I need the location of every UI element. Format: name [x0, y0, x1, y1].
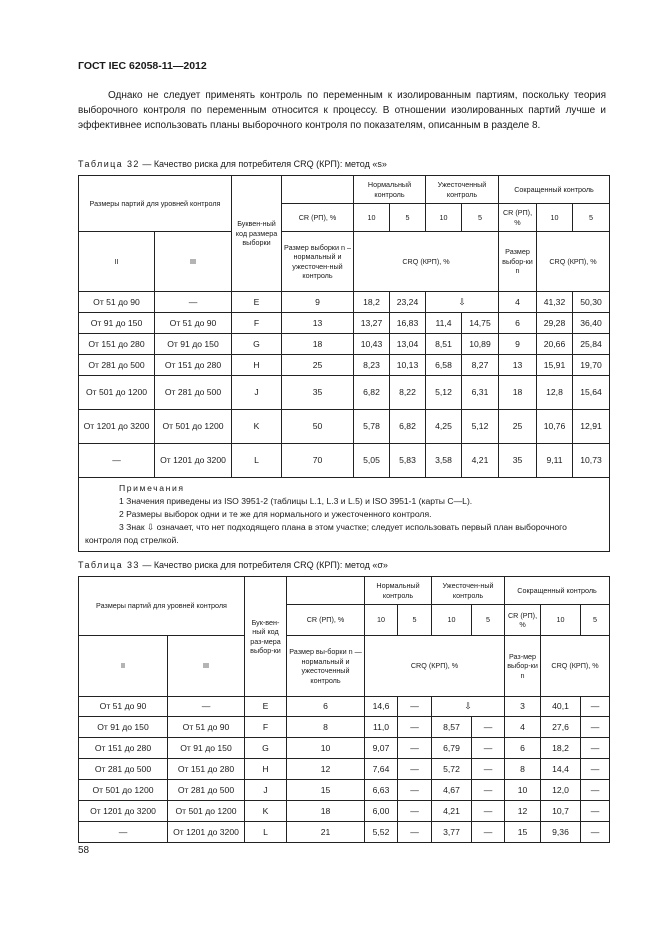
tightened-5-value: 6,31 — [462, 376, 499, 410]
table-33-header-row-1 — [79, 577, 610, 605]
reduced-5-value: — — [581, 697, 610, 717]
normal-10-value: 5,78 — [354, 410, 390, 444]
normal-5-value: 5,83 — [390, 444, 426, 478]
lot-level-2: — — [79, 444, 155, 478]
table-33 — [78, 576, 610, 843]
lot-level-3: От 281 до 500 — [155, 376, 232, 410]
table-33-lot-sizes-header: Размеры партий для уровней контроля — [79, 577, 245, 636]
table-32-blank-header — [282, 176, 354, 204]
tightened-5-value: — — [472, 738, 505, 759]
tightened-5-value: 10,89 — [462, 334, 499, 355]
normal-5-value: — — [398, 822, 432, 843]
table-32-reduced-header: Сокращенный контроль — [499, 176, 610, 204]
table-32-notes-row — [79, 478, 610, 552]
code-letter: E — [232, 292, 282, 313]
normal-10-value: 14,6 — [365, 697, 398, 717]
lot-level-2: От 281 до 500 — [79, 355, 155, 376]
tightened-10-value: 8,57 — [432, 717, 472, 738]
code-letter: G — [232, 334, 282, 355]
normal-5-value: 10,13 — [390, 355, 426, 376]
normal-5-value: — — [398, 738, 432, 759]
table-33-sample-size-header: Размер вы-борки n — нормальный и ужесточенный контроль — [287, 636, 365, 697]
sample-size: 13 — [282, 313, 354, 334]
table-33-level-3-header: III — [168, 636, 245, 697]
normal-10-value: 5,05 — [354, 444, 390, 478]
lot-level-3: От 51 до 90 — [155, 313, 232, 334]
tightened-10-value: 5,12 — [426, 376, 462, 410]
table-33-normal-10: 10 — [365, 605, 398, 636]
reduced-sample-size: 4 — [499, 292, 537, 313]
table-32-caption-text: — Качество риска для потребителя CRQ (КРП): метод «s» — [139, 159, 387, 169]
table-33-caption-text: — Качество риска для потребителя CRQ (КРП): метод «σ» — [139, 560, 388, 570]
reduced-sample-size: 13 — [499, 355, 537, 376]
sample-size: 21 — [287, 822, 365, 843]
lot-level-3: От 501 до 1200 — [155, 410, 232, 444]
normal-10-value: 6,82 — [354, 376, 390, 410]
reduced-sample-size: 8 — [505, 759, 541, 780]
sample-size: 35 — [282, 376, 354, 410]
table-32-crq-reduced-header: CRQ (КРП), % — [537, 232, 610, 292]
tightened-10-value: 5,72 — [432, 759, 472, 780]
lot-level-3: От 1201 до 3200 — [155, 444, 232, 478]
code-letter: H — [232, 355, 282, 376]
table-32-sample-size-header: Размер выборки n – нормальный и ужесточен-ный контроль — [282, 232, 354, 292]
lot-level-3: От 281 до 500 — [168, 780, 245, 801]
lot-level-2: От 91 до 150 — [79, 717, 168, 738]
page-number: 58 — [78, 845, 90, 856]
reduced-5-value: — — [581, 759, 610, 780]
reduced-5-value: — — [581, 717, 610, 738]
sample-size: 8 — [287, 717, 365, 738]
normal-10-value: 13,27 — [354, 313, 390, 334]
code-letter: L — [232, 444, 282, 478]
normal-10-value: 6,00 — [365, 801, 398, 822]
sample-size: 18 — [282, 334, 354, 355]
reduced-sample-size: 35 — [499, 444, 537, 478]
table-32-header-row-3 — [79, 232, 610, 292]
lot-level-3: От 91 до 150 — [168, 738, 245, 759]
table-33-normal-header: Нормальный контроль — [365, 577, 432, 605]
table-33-blank-header — [287, 577, 365, 605]
normal-10-value: 8,23 — [354, 355, 390, 376]
sample-size: 15 — [287, 780, 365, 801]
code-letter: L — [245, 822, 287, 843]
table-32-reduced-cr: CR (РП), % — [499, 204, 537, 232]
reduced-5-value: — — [581, 780, 610, 801]
sample-size: 12 — [287, 759, 365, 780]
table-32-normal-10: 10 — [354, 204, 390, 232]
code-letter: F — [232, 313, 282, 334]
note-2: 2 Размеры выборок одни и те же для нормального и ужесточенного контроля. — [119, 509, 432, 519]
normal-5-value: — — [398, 759, 432, 780]
table-row — [79, 801, 610, 822]
reduced-sample-size: 4 — [505, 717, 541, 738]
reduced-sample-size: 15 — [505, 822, 541, 843]
tightened-5-value: — — [472, 822, 505, 843]
intro-text: Однако не следует применять контроль по переменным к изолированным партиям, поскольку теория выборочного контроля по переменным относится к процессу. В отношении изолированных партий лучше и эффективнее использовать планы выборочного контроля по показателям, описанным в разделе 8. — [78, 90, 606, 131]
down-arrow-icon: ⇩ — [432, 697, 505, 717]
reduced-5-value: — — [581, 822, 610, 843]
tightened-10-value: 3,77 — [432, 822, 472, 843]
lot-level-3: От 151 до 280 — [155, 355, 232, 376]
table-33-tightened-5: 5 — [472, 605, 505, 636]
table-32-notes — [79, 478, 610, 552]
reduced-5-value: 10,73 — [573, 444, 610, 478]
sample-size: 18 — [287, 801, 365, 822]
code-letter: J — [245, 780, 287, 801]
table-33-level-2-header: II — [79, 636, 168, 697]
code-letter: K — [232, 410, 282, 444]
table-row — [79, 355, 610, 376]
table-32-reduced-5: 5 — [573, 204, 610, 232]
lot-level-3: От 51 до 90 — [168, 717, 245, 738]
reduced-sample-size: 9 — [499, 334, 537, 355]
table-33-crq-header: CRQ (КРП), % — [365, 636, 505, 697]
tightened-10-value: 3,58 — [426, 444, 462, 478]
notes-title: Примечания — [119, 483, 185, 493]
table-32-tightened-5: 5 — [462, 204, 499, 232]
table-33-reduced-5: 5 — [581, 605, 610, 636]
reduced-10-value: 10,7 — [541, 801, 581, 822]
lot-level-2: От 1201 до 3200 — [79, 410, 155, 444]
table-33-header-row-3 — [79, 636, 610, 697]
table-33-tightened-header: Ужесточен-ный контроль — [432, 577, 505, 605]
table-32-level-2-header: II — [79, 232, 155, 292]
reduced-sample-size: 18 — [499, 376, 537, 410]
reduced-sample-size: 3 — [505, 697, 541, 717]
table-33-reduced-cr: CR (РП), % — [505, 605, 541, 636]
lot-level-2: От 1201 до 3200 — [79, 801, 168, 822]
reduced-10-value: 41,32 — [537, 292, 573, 313]
table-33-caption-prefix: Таблица 33 — [78, 560, 140, 570]
table-row — [79, 822, 610, 843]
tightened-10-value: 11,4 — [426, 313, 462, 334]
reduced-10-value: 29,28 — [537, 313, 573, 334]
sample-size: 10 — [287, 738, 365, 759]
reduced-sample-size: 6 — [505, 738, 541, 759]
table-33-normal-5: 5 — [398, 605, 432, 636]
tightened-10-value: 4,21 — [432, 801, 472, 822]
reduced-10-value: 12,0 — [541, 780, 581, 801]
code-letter: K — [245, 801, 287, 822]
table-row — [79, 410, 610, 444]
table-32-cr-header: CR (РП), % — [282, 204, 354, 232]
table-row — [79, 376, 610, 410]
tightened-5-value: — — [472, 717, 505, 738]
reduced-5-value: — — [581, 801, 610, 822]
normal-5-value: — — [398, 717, 432, 738]
table-32-lot-sizes-header: Размеры партий для уровней контроля — [79, 176, 232, 232]
normal-5-value: — — [398, 780, 432, 801]
lot-level-3: От 91 до 150 — [155, 334, 232, 355]
lot-level-2: От 501 до 1200 — [79, 376, 155, 410]
normal-10-value: 5,52 — [365, 822, 398, 843]
code-letter: E — [245, 697, 287, 717]
normal-10-value: 6,63 — [365, 780, 398, 801]
reduced-sample-size: 12 — [505, 801, 541, 822]
normal-5-value: 13,04 — [390, 334, 426, 355]
reduced-10-value: 40,1 — [541, 697, 581, 717]
lot-level-3: От 1201 до 3200 — [168, 822, 245, 843]
tightened-10-value: 6,58 — [426, 355, 462, 376]
sample-size: 70 — [282, 444, 354, 478]
tightened-10-value: 4,67 — [432, 780, 472, 801]
reduced-sample-size: 10 — [505, 780, 541, 801]
normal-10-value: 9,07 — [365, 738, 398, 759]
tightened-5-value: — — [472, 801, 505, 822]
table-33-letter-code-header: Бук-вен-ный код раз-мера выбор-ки — [245, 577, 287, 697]
reduced-10-value: 12,8 — [537, 376, 573, 410]
lot-level-2: От 281 до 500 — [79, 759, 168, 780]
reduced-10-value: 9,36 — [541, 822, 581, 843]
sample-size: 6 — [287, 697, 365, 717]
table-33-reduced-header: Сокращенный контроль — [505, 577, 610, 605]
table-row — [79, 780, 610, 801]
table-33-sample-reduced-header: Раз-мер выбор-ки n — [505, 636, 541, 697]
table-row — [79, 717, 610, 738]
note-1: 1 Значения приведены из ISO 3951-2 (таблицы L.1, L.3 и L.5) и ISO 3951-1 (карты C—L). — [119, 496, 473, 506]
table-32-tightened-header: Ужесточенный контроль — [426, 176, 499, 204]
lot-level-3: От 151 до 280 — [168, 759, 245, 780]
table-32-crq-header: CRQ (КРП), % — [354, 232, 499, 292]
table-row — [79, 292, 610, 313]
table-row — [79, 444, 610, 478]
tightened-5-value: — — [472, 780, 505, 801]
table-33-tightened-10: 10 — [432, 605, 472, 636]
tightened-5-value: 5,12 — [462, 410, 499, 444]
code-letter: G — [245, 738, 287, 759]
lot-level-2: От 91 до 150 — [79, 313, 155, 334]
table-33-cr-header: CR (РП), % — [287, 605, 365, 636]
normal-5-value: 6,82 — [390, 410, 426, 444]
reduced-10-value: 9,11 — [537, 444, 573, 478]
tightened-5-value: 4,21 — [462, 444, 499, 478]
tightened-5-value: 14,75 — [462, 313, 499, 334]
document-header: ГОСТ IEC 62058-11—2012 — [78, 60, 207, 72]
normal-5-value: 8,22 — [390, 376, 426, 410]
sample-size: 25 — [282, 355, 354, 376]
tightened-10-value: 8,51 — [426, 334, 462, 355]
table-32-letter-code-header: Буквен-ный код размера выборки — [232, 176, 282, 292]
reduced-sample-size: 6 — [499, 313, 537, 334]
normal-5-value: — — [398, 697, 432, 717]
sample-size: 9 — [282, 292, 354, 313]
table-32-level-3-header: III — [155, 232, 232, 292]
sample-size: 50 — [282, 410, 354, 444]
down-arrow-icon: ⇩ — [426, 292, 499, 313]
table-row — [79, 738, 610, 759]
lot-level-2: От 51 до 90 — [79, 292, 155, 313]
reduced-10-value: 20,66 — [537, 334, 573, 355]
normal-5-value: — — [398, 801, 432, 822]
normal-5-value: 16,83 — [390, 313, 426, 334]
tightened-10-value: 6,79 — [432, 738, 472, 759]
reduced-sample-size: 25 — [499, 410, 537, 444]
reduced-10-value: 15,91 — [537, 355, 573, 376]
reduced-5-value: 25,84 — [573, 334, 610, 355]
tightened-5-value: — — [472, 759, 505, 780]
tightened-10-value: 4,25 — [426, 410, 462, 444]
normal-10-value: 18,2 — [354, 292, 390, 313]
reduced-10-value: 27,6 — [541, 717, 581, 738]
normal-10-value: 7,64 — [365, 759, 398, 780]
lot-level-2: От 51 до 90 — [79, 697, 168, 717]
lot-level-2: От 151 до 280 — [79, 738, 168, 759]
table-row — [79, 313, 610, 334]
normal-5-value: 23,24 — [390, 292, 426, 313]
code-letter: F — [245, 717, 287, 738]
table-32-tightened-10: 10 — [426, 204, 462, 232]
table-32-sample-reduced-header: Размер выбор-ки n — [499, 232, 537, 292]
lot-level-2: — — [79, 822, 168, 843]
table-32 — [78, 175, 610, 552]
reduced-5-value: 12,91 — [573, 410, 610, 444]
table-32-caption — [78, 159, 387, 169]
table-32-reduced-10: 10 — [537, 204, 573, 232]
normal-10-value: 11,0 — [365, 717, 398, 738]
table-33-crq-reduced-header: CRQ (КРП), % — [541, 636, 610, 697]
table-32-header-row-1 — [79, 176, 610, 204]
reduced-10-value: 14,4 — [541, 759, 581, 780]
lot-level-3: От 501 до 1200 — [168, 801, 245, 822]
table-row — [79, 759, 610, 780]
table-32-normal-header: Нормальный контроль — [354, 176, 426, 204]
code-letter: H — [245, 759, 287, 780]
reduced-5-value: 36,40 — [573, 313, 610, 334]
table-33-caption — [78, 560, 388, 570]
lot-level-3: — — [168, 697, 245, 717]
intro-paragraph — [78, 88, 606, 133]
reduced-5-value: 50,30 — [573, 292, 610, 313]
lot-level-2: От 501 до 1200 — [79, 780, 168, 801]
lot-level-3: — — [155, 292, 232, 313]
table-32-caption-prefix: Таблица 32 — [78, 159, 140, 169]
normal-10-value: 10,43 — [354, 334, 390, 355]
table-32-normal-5: 5 — [390, 204, 426, 232]
tightened-5-value: 8,27 — [462, 355, 499, 376]
code-letter: J — [232, 376, 282, 410]
reduced-10-value: 18,2 — [541, 738, 581, 759]
reduced-5-value: 19,70 — [573, 355, 610, 376]
reduced-10-value: 10,76 — [537, 410, 573, 444]
reduced-5-value: 15,64 — [573, 376, 610, 410]
note-3: 3 Знак ⇩ означает, что нет подходящего плана в этом участке; следует использовать первый план выборочного контроля под стрелкой. — [85, 522, 567, 545]
lot-level-2: От 151 до 280 — [79, 334, 155, 355]
table-row — [79, 697, 610, 717]
table-row — [79, 334, 610, 355]
table-33-reduced-10: 10 — [541, 605, 581, 636]
reduced-5-value: — — [581, 738, 610, 759]
